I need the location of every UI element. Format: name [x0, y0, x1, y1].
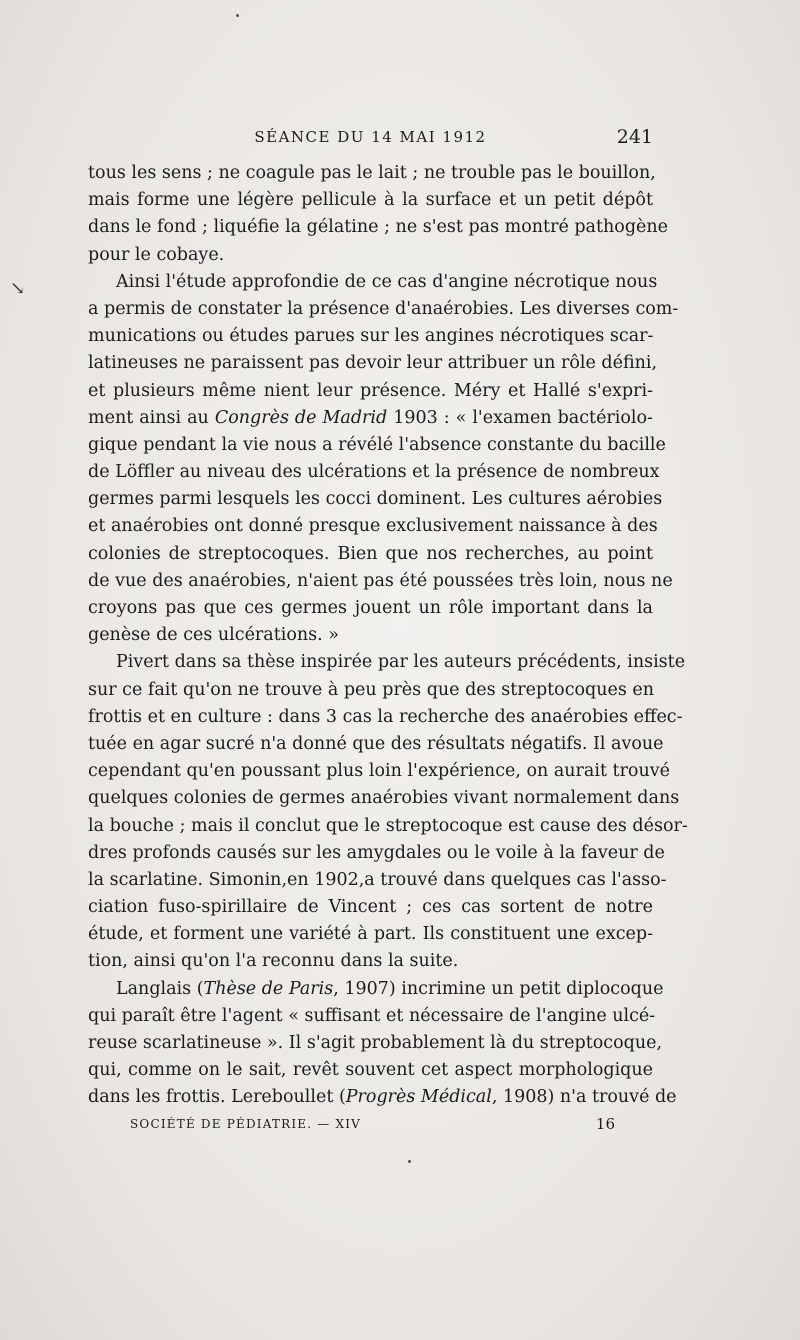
text-line: tuée en agar sucré n'a donné que des résultats négatifs. Il avoue	[88, 733, 664, 754]
italic-citation: Progrès Médical	[345, 1087, 492, 1108]
signature-mark: 16	[595, 1115, 615, 1133]
text-run: Langlais (	[116, 978, 204, 999]
text-line	[88, 976, 664, 1003]
text-run: , 1908) n'a trouvé de	[491, 1087, 677, 1108]
text-line: Pivert dans sa thèse inspirée par les auteurs précédents, insiste	[116, 652, 686, 673]
page-number: 241	[616, 126, 653, 148]
text-line: munications ou études parues sur les angines nécrotiques scar-	[88, 326, 654, 347]
text-line: dres profonds causés sur les amygdales ou le voile à la faveur de	[88, 842, 665, 863]
text-line: germes parmi lesquels les cocci dominent. Les cultures aérobies	[88, 489, 663, 510]
text-line: tion, ainsi qu'on l'a reconnu dans la suite.	[88, 951, 459, 972]
text-line: gique pendant la vie nous a révélé l'absence constante du bacille	[88, 434, 666, 455]
text-line: croyons pas que ces germes jouent un rôle important dans la	[88, 598, 653, 618]
italic-citation: Thèse de Paris	[203, 978, 334, 999]
text-line: de vue des anaérobies, n'aient pas été poussées très loin, nous ne	[88, 570, 673, 591]
text-line: pour le cobaye.	[88, 244, 225, 265]
text-line: frottis et en culture : dans 3 cas la recherche des anaérobies effec-	[88, 706, 683, 727]
text-line: la scarlatine. Simonin,en 1902,a trouvé dans quelques cas l'asso-	[88, 869, 667, 890]
text-line: et plusieurs même nient leur présence. Méry et Hallé s'expri-	[88, 380, 653, 401]
text-line: reuse scarlatineuse ». Il s'agit probablement là du streptocoque,	[88, 1033, 663, 1053]
text-line: cependant qu'en poussant plus loin l'expérience, on aurait trouvé	[88, 761, 670, 782]
text-line: qui, comme on le sait, revêt souvent cet aspect morphologique	[88, 1060, 653, 1081]
text-line: ciation fuso-spirillaire de Vincent ; ces cas sortent de notre	[88, 897, 653, 918]
text-line: tous les sens ; ne coagule pas le lait ; ne trouble pas le bouillon,	[88, 163, 656, 183]
text-line: colonies de streptocoques. Bien que nos recherches, au point	[88, 543, 653, 564]
italic-citation: Congrès de Madrid	[214, 407, 388, 428]
text-line: Ainsi l'étude approfondie de ce cas d'angine nécrotique nous	[116, 271, 658, 292]
text-line	[88, 1084, 677, 1111]
text-line: dans le fond ; liquéfie la gélatine ; ne s'est pas montré pathogène	[88, 217, 669, 238]
running-head: SÉANCE DU 14 MAI 1912	[254, 128, 487, 146]
text-line: a permis de constater la présence d'anaérobies. Les diverses com-	[88, 298, 679, 319]
speck	[236, 14, 239, 17]
speck	[408, 1160, 411, 1163]
text-line: étude, et forment une variété à part. Ils constituent une excep-	[88, 924, 653, 945]
page-footer	[130, 1117, 615, 1131]
body-text	[88, 160, 688, 1112]
margin-arrow-icon: ↘	[10, 278, 26, 299]
text-line	[88, 405, 653, 432]
text-line: sur ce fait qu'on ne trouve à peu près que des streptocoques en	[88, 679, 655, 700]
page-header	[88, 128, 653, 152]
text-run: dans les frottis. Lereboullet (	[88, 1087, 346, 1108]
text-line: qui paraît être l'agent « suffisant et nécessaire de l'angine ulcé-	[88, 1005, 656, 1026]
text-line: quelques colonies de germes anaérobies vivant normalement dans	[88, 788, 680, 809]
text-line: et anaérobies ont donné presque exclusivement naissance à des	[88, 516, 658, 537]
text-line: de Löffler au niveau des ulcérations et la présence de nombreux	[88, 462, 660, 483]
text-run: , 1907) incrimine un petit diplocoque	[333, 978, 664, 999]
text-run: 1903 : « l'examen bactériolo-	[393, 407, 653, 428]
text-line: la bouche ; mais il conclut que le streptocoque est cause des désor-	[88, 815, 688, 836]
text-line: latineuses ne paraissent pas devoir leur attribuer un rôle défini,	[88, 353, 658, 374]
text-line: genèse de ces ulcérations. »	[88, 625, 339, 646]
text-line: mais forme une légère pellicule à la surface et un petit dépôt	[88, 190, 653, 211]
text-run: ment ainsi au	[88, 407, 209, 428]
footer-text: SOCIÉTÉ DE PÉDIATRIE. — XIV	[130, 1117, 362, 1131]
